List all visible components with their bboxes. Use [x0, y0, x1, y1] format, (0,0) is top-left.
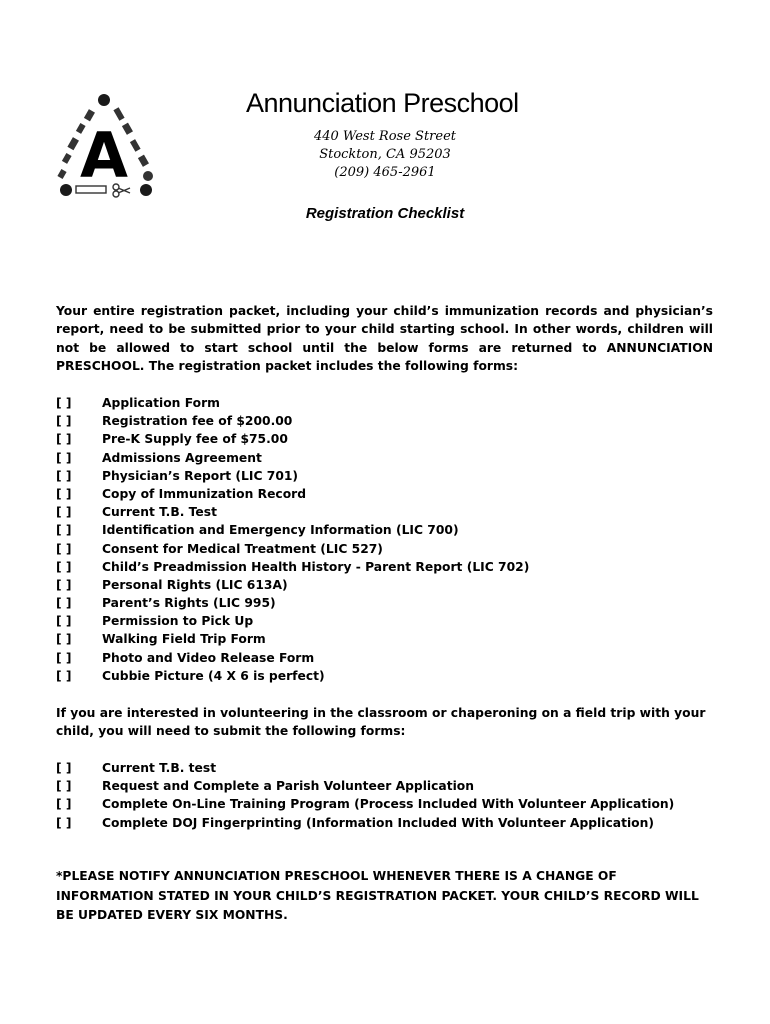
- checkbox-mark: [ ]: [56, 505, 72, 520]
- apple-icon: [60, 184, 72, 196]
- checklist-item: [56, 449, 529, 467]
- checklist-item-label: Walking Field Trip Form: [102, 632, 266, 647]
- address-street: 440 West Rose Street: [313, 129, 457, 144]
- checkbox-mark: [ ]: [56, 797, 72, 812]
- checkbox-mark: [ ]: [56, 577, 72, 592]
- checklist-item: [56, 777, 674, 795]
- checkbox-mark: [ ]: [56, 486, 72, 501]
- checklist-item-label: Current T.B. Test: [102, 505, 217, 520]
- checkbox-mark: [ ]: [56, 468, 72, 483]
- checklist-item-label: Admissions Agreement: [102, 450, 262, 465]
- school-logo: [56, 92, 158, 202]
- checklist-item-label: Parent’s Rights (LIC 995): [102, 596, 276, 611]
- checklist-item-label: Current T.B. test: [102, 761, 217, 775]
- checkbox-mark: [ ]: [56, 432, 72, 447]
- checklist-item: [56, 667, 529, 685]
- apple-icon: [140, 184, 152, 196]
- checklist-item-label: Copy of Immunization Record: [102, 486, 307, 501]
- checklist-item-label: Complete On-Line Training Program (Process Included With Volunteer Application): [102, 797, 675, 812]
- logo-letter: A: [80, 119, 128, 192]
- checklist-item-label: Request and Complete a Parish Volunteer Application: [102, 779, 475, 794]
- checklist-item-label: Complete DOJ Fingerprinting (Information Included With Volunteer Application): [102, 815, 654, 830]
- checklist-item-label: Registration fee of $200.00: [102, 414, 293, 429]
- checklist-item-label: Permission to Pick Up: [102, 614, 254, 629]
- checklist-item: [56, 467, 529, 485]
- checklist-item: [56, 630, 529, 648]
- school-address: [250, 128, 520, 182]
- checklist-item: [56, 558, 529, 576]
- apple-icon: [98, 94, 110, 106]
- registration-forms-list: [56, 394, 529, 685]
- checklist-item-label: Application Form: [102, 396, 220, 410]
- checklist-item-label: Cubbie Picture (4 X 6 is perfect): [102, 668, 325, 683]
- checklist-item-label: Physician’s Report (LIC 701): [102, 468, 299, 483]
- address-city: Stockton, CA 95203: [319, 147, 451, 162]
- checkbox-mark: [ ]: [56, 614, 72, 629]
- checkbox-mark: [ ]: [56, 541, 72, 556]
- checklist-item-label: Child’s Preadmission Health History - Parent Report (LIC 702): [102, 559, 530, 574]
- checklist-item: [56, 540, 529, 558]
- checklist-item: [56, 412, 529, 430]
- checklist-item: [56, 576, 529, 594]
- checkbox-mark: [ ]: [56, 815, 72, 830]
- update-notice: *PLEASE NOTIFY ANNUNCIATION PRESCHOOL WHENEVER THERE IS A CHANGE OF INFORMATION STATED IN YOUR CHILD’S REGISTRATION PACKET. YOUR CHILD’S RECORD WILL BE UPDATED EVERY SIX MONTHS.: [56, 869, 699, 922]
- checklist-item: [56, 394, 529, 412]
- checkbox-mark: [ ]: [56, 632, 72, 647]
- checklist-item: [56, 485, 529, 503]
- school-name: Annunciation Preschool: [246, 88, 519, 118]
- checklist-item: [56, 814, 674, 832]
- checklist-item-label: Pre-K Supply fee of $75.00: [102, 432, 288, 447]
- document-title: Registration Checklist: [305, 205, 465, 222]
- checklist-item: [56, 430, 529, 448]
- checklist-item-label: Photo and Video Release Form: [102, 650, 315, 665]
- checklist-item: [56, 795, 674, 813]
- checklist-item: [56, 503, 529, 521]
- checkbox-mark: [ ]: [56, 779, 72, 794]
- school-phone: (209) 465-2961: [334, 165, 436, 180]
- checkbox-mark: [ ]: [56, 559, 72, 574]
- checkbox-mark: [ ]: [56, 396, 72, 410]
- checklist-item: [56, 649, 529, 667]
- checklist-item-label: Personal Rights (LIC 613A): [102, 577, 288, 592]
- checkbox-mark: [ ]: [56, 761, 72, 775]
- checkbox-mark: [ ]: [56, 523, 72, 538]
- checkbox-mark: [ ]: [56, 650, 72, 665]
- volunteer-forms-list: [56, 759, 674, 832]
- intro-paragraph: Your entire registration packet, including your child’s immunization records and physician’s report, need to be submitted prior to your child starting school. In other words, children will not be allowed to start school until the below forms are returned to ANNUNCIATION PRESCHOOL. The registration packet includes the following forms:: [56, 304, 713, 373]
- checkbox-mark: [ ]: [56, 450, 72, 465]
- checklist-item-label: Identification and Emergency Information (LIC 700): [102, 523, 459, 538]
- checkbox-mark: [ ]: [56, 668, 72, 683]
- volunteer-intro: If you are interested in volunteering in the classroom or chaperoning on a field trip with your child, you will need to submit the following forms:: [56, 706, 706, 739]
- checklist-item-label: Consent for Medical Treatment (LIC 527): [102, 541, 383, 556]
- checklist-item: [56, 612, 529, 630]
- checkbox-mark: [ ]: [56, 596, 72, 611]
- checklist-item: [56, 521, 529, 539]
- checklist-item: [56, 759, 674, 777]
- checklist-item: [56, 594, 529, 612]
- checkbox-mark: [ ]: [56, 414, 72, 429]
